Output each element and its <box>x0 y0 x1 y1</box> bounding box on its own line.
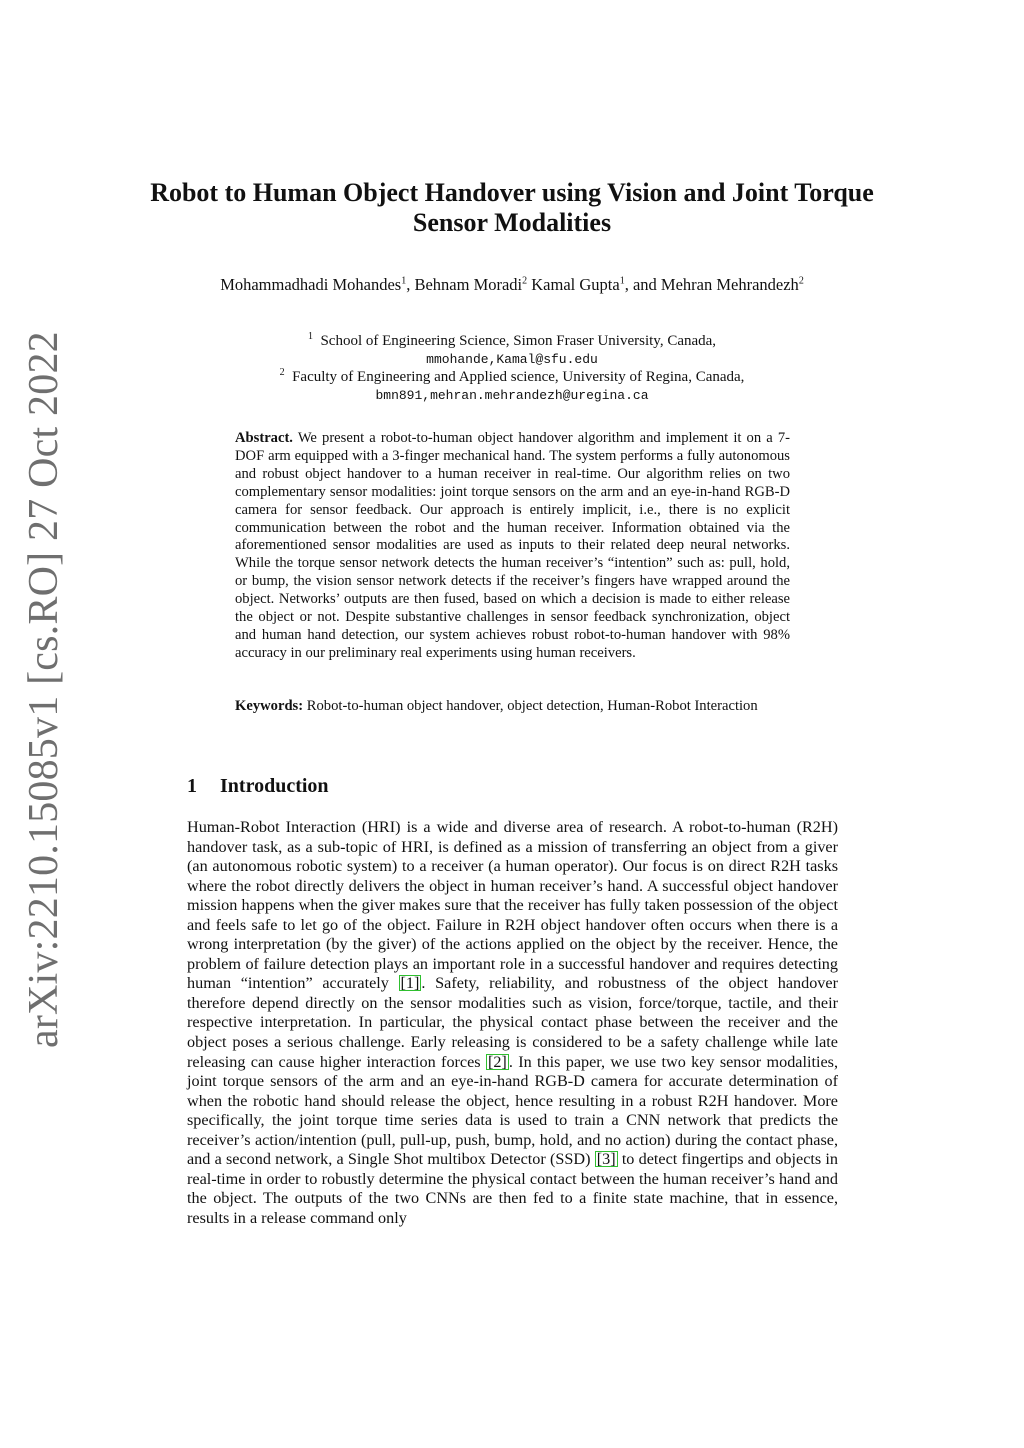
affiliation-text: Faculty of Engineering and Applied science, University of Regina, Canada, <box>292 369 745 385</box>
author-name: Mehran Mehrandezh <box>660 275 799 294</box>
keywords-text: Robot-to-human object handover, object detection, Human-Robot Interaction <box>306 698 758 714</box>
citation-link[interactable]: [2] <box>487 1052 507 1071</box>
section-heading <box>187 774 787 798</box>
abstract <box>235 430 790 663</box>
affiliation-mark: 2 <box>279 367 285 378</box>
affiliation-email: mmohande,Kamal@sfu.edu <box>426 352 598 367</box>
affiliation-mark: 1 <box>307 331 313 342</box>
affiliation <box>180 368 844 405</box>
paper-title: Robot to Human Object Handover using Vision and Joint Torque Sensor Modalities <box>150 178 874 237</box>
intro-text: Human-Robot Interaction (HRI) is a wide and diverse area of research. A robot-to-human (R2H) handover task, as a sub-topic of HRI, is defined as a mission of transferring an object from a giver (an autonomous robotic system) to a receiver (a human operator). Our focus is on direct R2H tasks where the robot directly delivers the object in human receiver’s hand. A successful object handover mission happens when the giver makes sure that the receiver has fully taken possession of the object and feels safe to let go of the object. Failure in R2H object handover often occurs when there is a wrong interpretation (by the giver) of the actions applied on the object by the receiver. Hence, the problem of failure detection plays an important role in a successful handover and requires detecting human “intention” accurately <box>187 818 838 993</box>
author-name: Mohammadhadi Mohandes <box>220 275 402 294</box>
author-name: Kamal Gupta <box>531 275 620 294</box>
keywords-label: Keywords: <box>235 698 304 714</box>
author-affiliation-mark: 1 <box>619 275 625 287</box>
author-affiliation-mark: 2 <box>798 275 804 287</box>
citation-link[interactable]: [1] <box>400 974 420 993</box>
author-name: Behnam Moradi <box>414 275 523 294</box>
author-affiliation-mark: 2 <box>522 275 528 287</box>
intro-text: . Safety, reliability, and robustness of the object handover therefore depend directly on the sensor modalities such as vision, force/torque, tactile, and their respective interpretation. In particular, the physical contact phase between the receiver and the object poses a serious challenge. Early releasing is considered to be a safety challenge while late releasing can cause higher interaction forces <box>187 974 838 1071</box>
section-number: 1 <box>187 775 197 797</box>
introduction-paragraph <box>187 818 838 1228</box>
intro-text: to detect fingertips and objects in real-time in order to robustly determine the physical contact between the human receiver’s hand and the object. The outputs of the two CNNs are then fed to a finite state machine, that in essence, results in a release command only <box>187 1150 839 1227</box>
abstract-text: We present a robot-to-human object handover algorithm and implement it on a 7-DOF arm equipped with a 3-finger mechanical hand. The system performs a fully autonomous and robust object handover to a human receiver in real-time. Our algorithm relies on two complementary sensor modalities: joint torque sensors on the arm and an eye-in-hand RGB-D camera for sensor feedback. Our approach is entirely implicit, i.e., there is no explicit communication between the robot and the human receiver. Information obtained via the aforementioned sensor modalities are used as inputs to their related deep neural networks. While the torque sensor network detects the human receiver’s “intention” such as: pull, hold, or bump, the vision sensor network detects if the receiver’s fingers have wrapped around the object. Networks’ outputs are then fused, based on which a decision is made to either release the object or not. Despite substantive challenges in sensor feedback synchronization, object and human hand detection, our system achieves robust robot-to-human handover with 98% accuracy in our preliminary real experiments using human receivers. <box>235 430 790 661</box>
affiliation-text: School of Engineering Science, Simon Fraser University, Canada, <box>320 333 717 349</box>
arxiv-identifier: arXiv:2210.15085v1 [cs.RO] 27 Oct 2022 <box>21 331 67 1048</box>
section-title: Introduction <box>220 775 329 797</box>
keywords <box>235 698 790 716</box>
author-list: Mohammadhadi Mohandes$^1$, Behnam Moradi$^2$ Kamal Gupta$^1$, and Mehran Mehrandezh$^2$ <box>220 275 804 294</box>
citation-link[interactable]: [3] <box>596 1150 616 1169</box>
affiliation <box>180 332 844 369</box>
abstract-label: Abstract. <box>235 430 293 446</box>
affiliation-email: bmn891,mehran.mehrandezh@uregina.ca <box>375 388 649 403</box>
author-affiliation-mark: 1 <box>401 275 407 287</box>
intro-text: . In this paper, we use two key sensor modalities, joint torque sensors of the arm and an eye-in-hand RGB-D camera for accurate determination of when the robotic hand should release the object, hence resulting in a robust R2H handover. More specifically, the joint torque time series data is used to train a CNN network that predicts the receiver’s action/intention (pull, pull-up, push, bump, hold, and no action) during the contact phase, and a second network, a Single Shot multibox Detector (SSD) <box>187 1052 839 1169</box>
